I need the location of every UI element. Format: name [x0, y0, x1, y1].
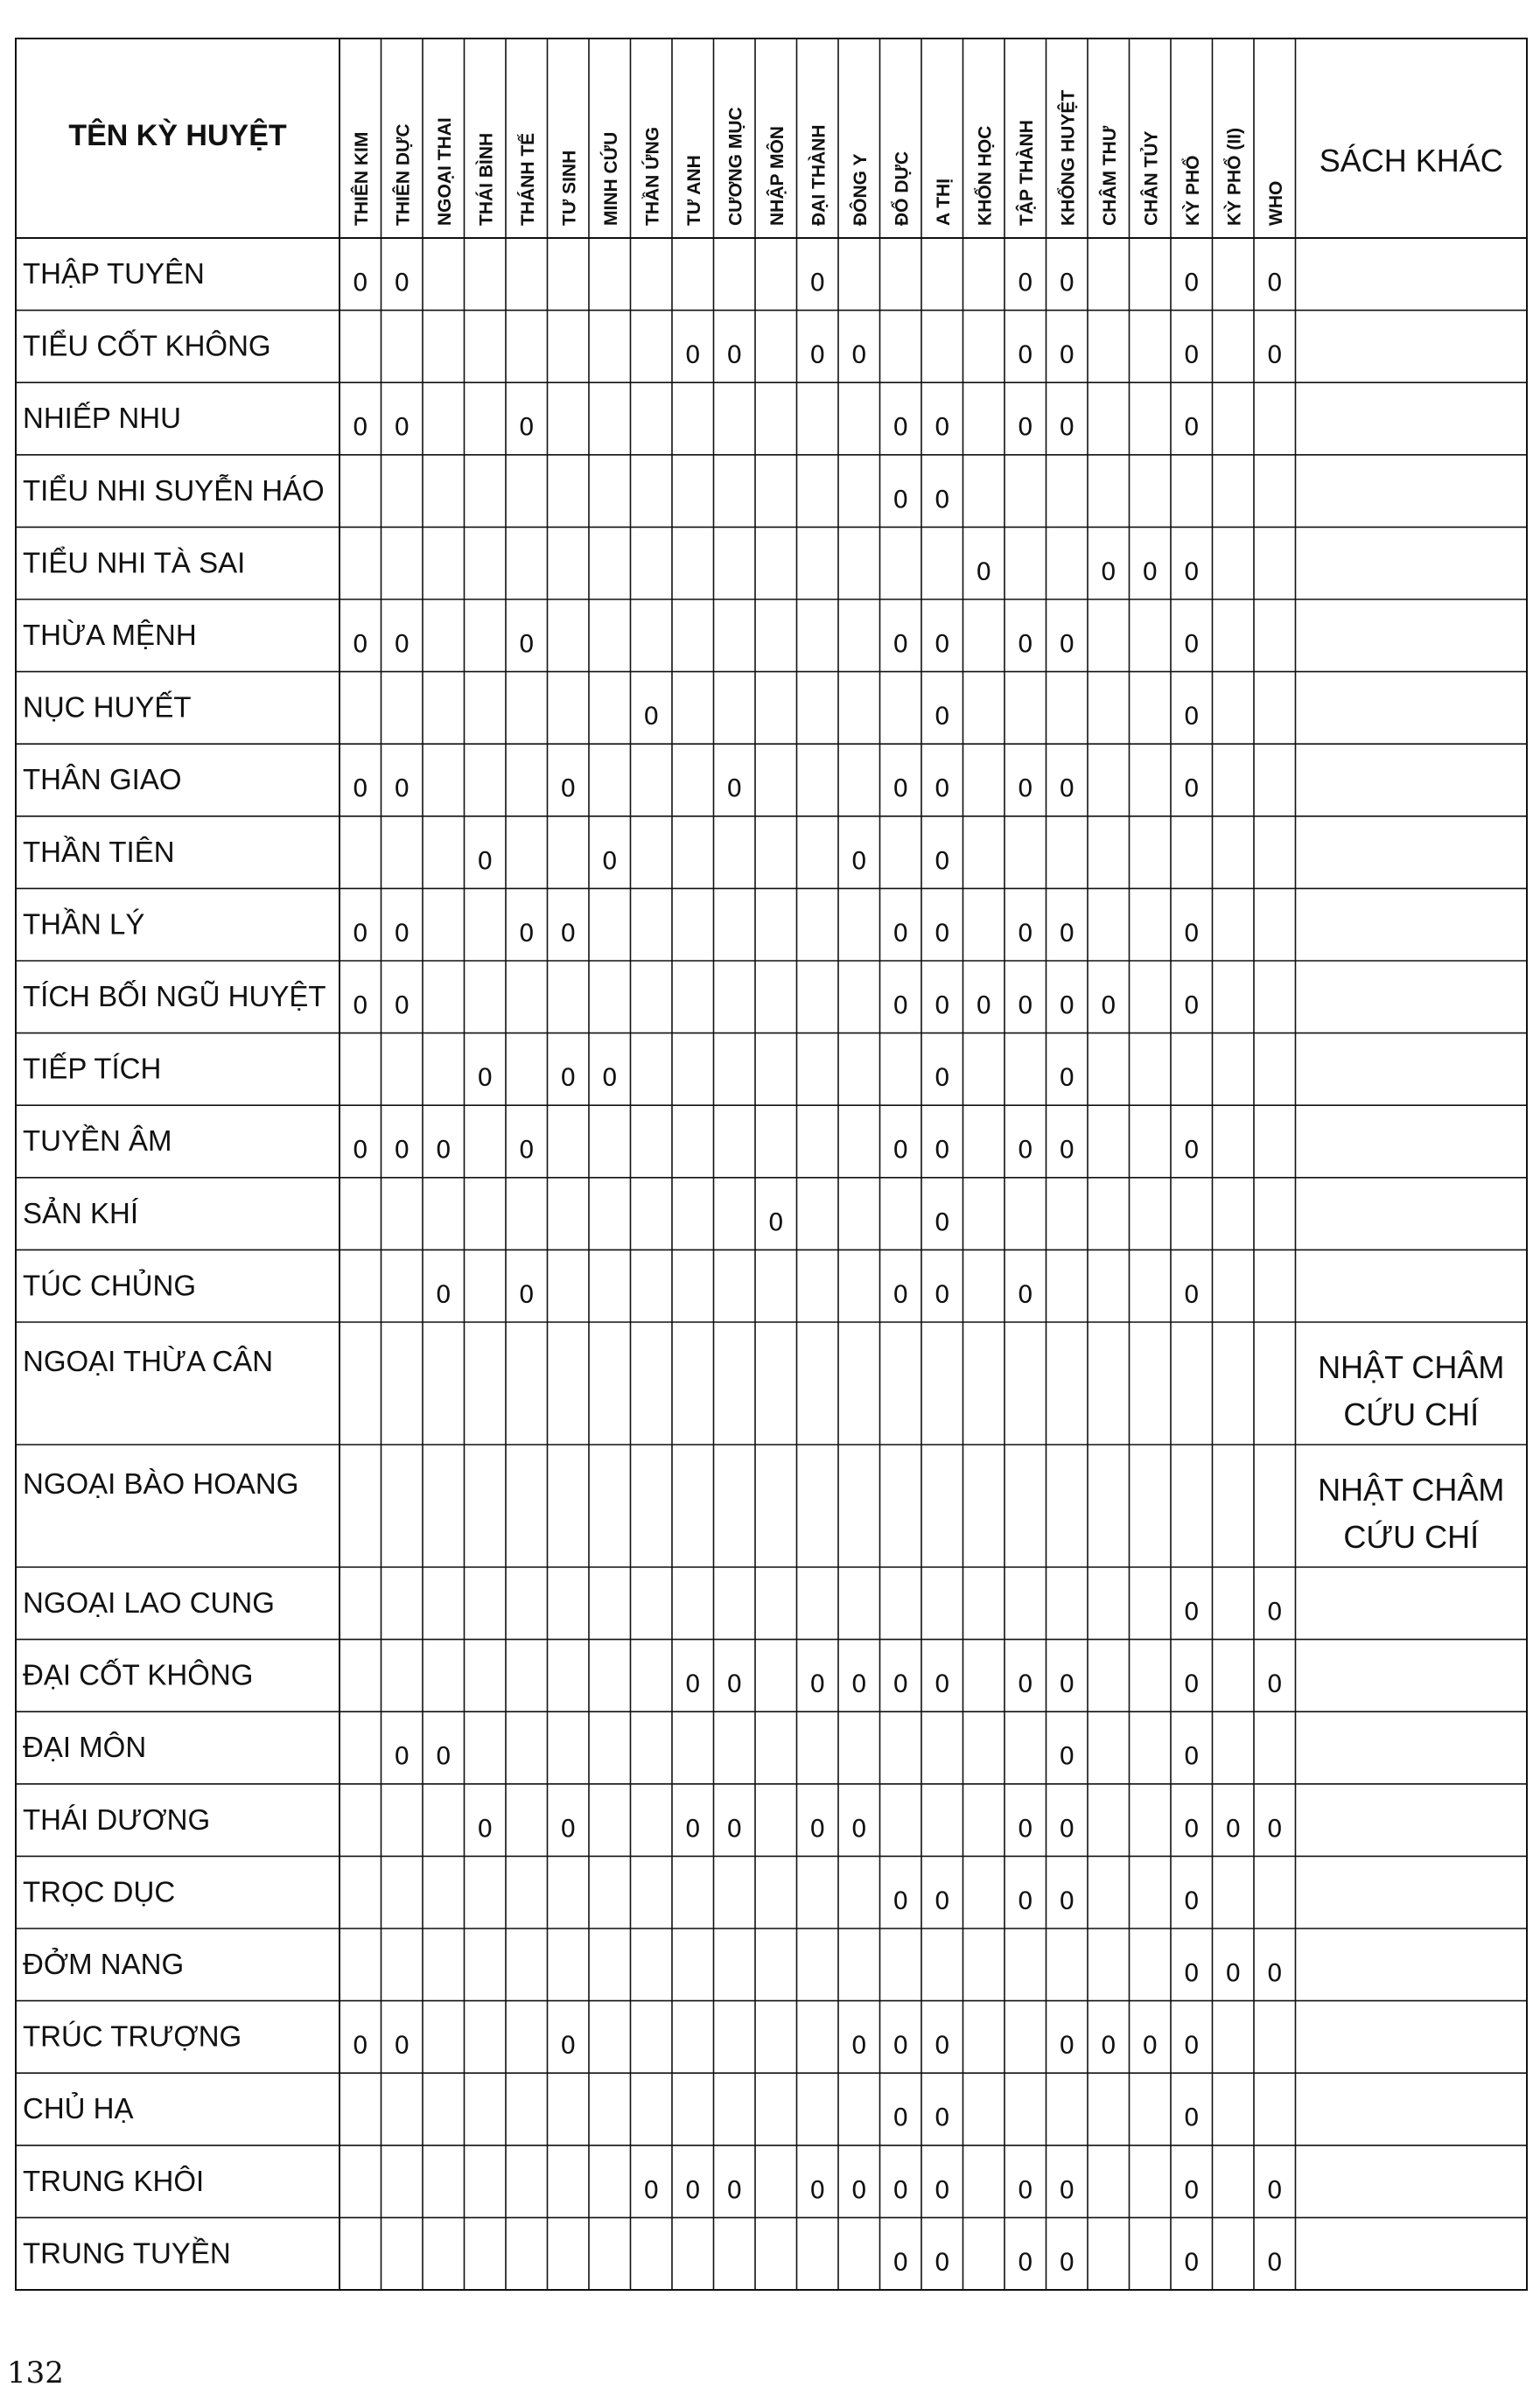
mark-cell: 0	[1183, 1813, 1200, 1843]
mark-cell: 0	[1059, 268, 1075, 297]
mark-cell: 0	[643, 701, 660, 731]
mark-cell: 0	[892, 1669, 909, 1698]
other-source-text: CỨU CHÍ	[1343, 1519, 1480, 1555]
source-header: THÁNH TẾ	[517, 132, 538, 226]
mark-cell: 0	[1183, 1886, 1200, 1915]
source-header: TƯ SINH	[559, 150, 580, 226]
row-name: TIỂU NHI SUYỄN HÁO	[23, 473, 325, 507]
source-header: KỲ PHỔ (II)	[1224, 127, 1245, 226]
mark-cell: 0	[684, 2174, 701, 2204]
mark-cell: 0	[892, 990, 909, 1019]
mark-cell: 0	[394, 412, 410, 442]
source-header: ĐẠI THÀNH	[808, 124, 830, 226]
mark-cell: 0	[934, 845, 950, 875]
mark-cell: 0	[394, 629, 410, 658]
mark-cell: 0	[1266, 340, 1283, 369]
mark-cell: 0	[352, 774, 368, 803]
table-border	[16, 38, 1527, 2290]
other-source-text: CỨU CHÍ	[1343, 1396, 1480, 1432]
source-header: CƯƠNG MỤC	[725, 107, 746, 226]
mark-cell: 0	[1017, 1279, 1033, 1309]
mark-cell: 0	[934, 2103, 950, 2132]
mark-cell: 0	[934, 1279, 950, 1309]
mark-cell: 0	[560, 2030, 577, 2060]
mark-cell: 0	[934, 1886, 950, 1915]
mark-cell: 0	[976, 556, 992, 586]
mark-cell: 0	[394, 774, 410, 803]
mark-cell: 0	[1183, 1597, 1200, 1626]
mark-cell: 0	[892, 2174, 909, 2204]
mark-cell: 0	[394, 2030, 410, 2060]
mark-cell: 0	[1017, 1135, 1033, 1165]
mark-cell: 0	[1142, 2030, 1158, 2060]
mark-cell: 0	[934, 629, 950, 658]
mark-cell: 0	[850, 2174, 867, 2204]
mark-cell: 0	[892, 1135, 909, 1165]
mark-cell: 0	[1100, 556, 1116, 586]
row-name: THÂN GIAO	[23, 763, 182, 796]
mark-cell: 0	[1183, 412, 1200, 442]
mark-cell: 0	[1059, 1062, 1075, 1092]
mark-cell: 0	[1183, 1669, 1200, 1698]
mark-cell: 0	[809, 340, 826, 369]
row-name: ĐẠI CỐT KHÔNG	[23, 1658, 254, 1691]
mark-cell: 0	[435, 1741, 452, 1771]
source-header: NHẬP MÔN	[766, 126, 788, 226]
row-name: CHỦ HẠ	[23, 2092, 134, 2125]
mark-cell: 0	[934, 2174, 950, 2204]
mark-cell: 0	[518, 412, 535, 442]
mark-cell: 0	[809, 2174, 826, 2204]
mark-cell: 0	[1059, 2174, 1075, 2204]
name-column-header: TÊN KỲ HUYỆT	[68, 119, 287, 152]
mark-cell: 0	[1183, 701, 1200, 731]
row-name: TIỂU NHI TÀ SAI	[23, 546, 246, 579]
mark-cell: 0	[352, 990, 368, 1019]
row-name: TÍCH BỐI NGŨ HUYỆT	[23, 980, 326, 1012]
mark-cell: 0	[601, 845, 618, 875]
mark-cell: 0	[1142, 556, 1158, 586]
mark-cell: 0	[1059, 1669, 1075, 1698]
mark-cell: 0	[394, 918, 410, 948]
mark-cell: 0	[1183, 990, 1200, 1019]
mark-cell: 0	[1183, 629, 1200, 658]
mark-cell: 0	[394, 1741, 410, 1771]
row-name: ĐỞM NANG	[23, 1948, 185, 1980]
mark-cell: 0	[934, 2247, 950, 2277]
mark-cell: 0	[850, 340, 867, 369]
mark-cell: 0	[892, 2030, 909, 2060]
mark-cell: 0	[560, 774, 577, 803]
mark-cell: 0	[1059, 412, 1075, 442]
mark-cell: 0	[1183, 2247, 1200, 2277]
mark-cell: 0	[1059, 629, 1075, 658]
mark-cell: 0	[767, 1207, 784, 1236]
mark-cell: 0	[1266, 1669, 1283, 1698]
mark-cell: 0	[850, 845, 867, 875]
mark-cell: 0	[1059, 774, 1075, 803]
row-name: NHIẾP NHU	[23, 402, 181, 435]
row-name: THÁI DƯƠNG	[23, 1802, 211, 1836]
mark-cell: 0	[1059, 990, 1075, 1019]
mark-cell: 0	[1059, 340, 1075, 369]
mark-cell: 0	[934, 774, 950, 803]
source-header: ĐỔ DỰC	[892, 150, 913, 226]
mark-cell: 0	[1266, 1813, 1283, 1843]
row-name: THẦN TIÊN	[23, 835, 175, 868]
source-header: A THỊ	[933, 178, 954, 226]
other-source-text: NHẬT CHÂM	[1318, 1349, 1505, 1385]
row-name: TRUNG KHÔI	[23, 2164, 205, 2197]
mark-cell: 0	[1059, 2247, 1075, 2277]
mark-cell: 0	[1017, 268, 1033, 297]
mark-cell: 0	[560, 1062, 577, 1092]
mark-cell: 0	[352, 268, 368, 297]
source-header: THẦN ỨNG	[642, 126, 663, 226]
mark-cell: 0	[1266, 1958, 1283, 1987]
mark-cell: 0	[1100, 2030, 1116, 2060]
mark-cell: 0	[560, 1813, 577, 1843]
mark-cell: 0	[352, 1135, 368, 1165]
mark-cell: 0	[1017, 2174, 1033, 2204]
mark-cell: 0	[1059, 1886, 1075, 1915]
mark-cell: 0	[850, 1813, 867, 1843]
mark-cell: 0	[892, 918, 909, 948]
mark-cell: 0	[934, 701, 950, 731]
mark-cell: 0	[892, 2247, 909, 2277]
mark-cell: 0	[934, 412, 950, 442]
source-header: WHO	[1265, 180, 1286, 226]
row-name: TRÚC TRƯỢNG	[23, 2020, 242, 2053]
mark-cell: 0	[726, 1813, 743, 1843]
row-name: THỪA MỆNH	[23, 619, 197, 651]
mark-cell: 0	[518, 629, 535, 658]
mark-cell: 0	[1100, 990, 1116, 1019]
mark-cell: 0	[1059, 918, 1075, 948]
mark-cell: 0	[1017, 1813, 1033, 1843]
row-name: NGOẠI LAO CUNG	[23, 1586, 275, 1619]
mark-cell: 0	[809, 268, 826, 297]
row-name: THẦN LÝ	[23, 907, 145, 941]
mark-cell: 0	[560, 918, 577, 948]
mark-cell: 0	[518, 918, 535, 948]
source-header: CHÂM THƯ	[1099, 125, 1120, 226]
mark-cell: 0	[435, 1135, 452, 1165]
row-name: ĐẠI MÔN	[23, 1731, 147, 1764]
mark-cell: 0	[1017, 1886, 1033, 1915]
row-name: TUYỀN ÂM	[23, 1124, 172, 1158]
mark-cell: 0	[1266, 2247, 1283, 2277]
mark-cell: 0	[1183, 1741, 1200, 1771]
mark-cell: 0	[1017, 2247, 1033, 2277]
mark-cell: 0	[518, 1279, 535, 1309]
mark-cell: 0	[1183, 340, 1200, 369]
mark-cell: 0	[601, 1062, 618, 1092]
mark-cell: 0	[934, 1669, 950, 1698]
row-name: TÚC CHỦNG	[23, 1269, 196, 1302]
mark-cell: 0	[892, 774, 909, 803]
mark-cell: 0	[477, 1062, 494, 1092]
mark-cell: 0	[1017, 1669, 1033, 1698]
mark-cell: 0	[1059, 1813, 1075, 1843]
source-header: THÁI BÌNH	[476, 132, 497, 226]
mark-cell: 0	[1059, 2030, 1075, 2060]
source-header: ĐÔNG Y	[850, 153, 871, 226]
other-source-text: NHẬT CHÂM	[1318, 1472, 1505, 1508]
mark-cell: 0	[394, 268, 410, 297]
row-name: SẢN KHÍ	[23, 1196, 139, 1229]
mark-cell: 0	[394, 990, 410, 1019]
mark-cell: 0	[477, 845, 494, 875]
mark-cell: 0	[726, 774, 743, 803]
mark-cell: 0	[1266, 2174, 1283, 2204]
row-name: TRUNG TUYỀN	[23, 2236, 231, 2270]
mark-cell: 0	[726, 340, 743, 369]
mark-cell: 0	[892, 412, 909, 442]
other-sources-header: SÁCH KHÁC	[1319, 143, 1503, 178]
mark-cell: 0	[1183, 1279, 1200, 1309]
mark-cell: 0	[1183, 1135, 1200, 1165]
mark-cell: 0	[934, 918, 950, 948]
mark-cell: 0	[684, 1813, 701, 1843]
mark-cell: 0	[934, 484, 950, 514]
mark-cell: 0	[1017, 990, 1033, 1019]
row-name: TIỂU CỐT KHÔNG	[23, 329, 271, 362]
mark-cell: 0	[394, 1135, 410, 1165]
mark-cell: 0	[1017, 340, 1033, 369]
mark-cell: 0	[352, 2030, 368, 2060]
mark-cell: 0	[1183, 268, 1200, 297]
mark-cell: 0	[352, 629, 368, 658]
source-header: KHỔNG HUYỆT	[1058, 89, 1079, 226]
row-name: THẬP TUYÊN	[23, 257, 205, 290]
mark-cell: 0	[726, 2174, 743, 2204]
mark-cell: 0	[1017, 918, 1033, 948]
mark-cell: 0	[477, 1813, 494, 1843]
mark-cell: 0	[518, 1135, 535, 1165]
source-header: CHÂN TỦY	[1141, 130, 1162, 226]
mark-cell: 0	[1059, 1135, 1075, 1165]
source-header: MINH CỨU	[600, 131, 621, 226]
mark-cell: 0	[1183, 774, 1200, 803]
mark-cell: 0	[850, 1669, 867, 1698]
mark-cell: 0	[1183, 2174, 1200, 2204]
mark-cell: 0	[809, 1669, 826, 1698]
source-header: KỲ PHỔ	[1182, 155, 1203, 226]
source-header: THIÊN KIM	[351, 131, 372, 226]
source-header: NGOẠI THAI	[434, 117, 455, 226]
mark-cell: 0	[352, 412, 368, 442]
mark-cell: 0	[1225, 1813, 1242, 1843]
mark-cell: 0	[1059, 1741, 1075, 1771]
mark-cell: 0	[892, 1886, 909, 1915]
row-name: NGOẠI THỪA CÂN	[23, 1345, 274, 1377]
mark-cell: 0	[1183, 1958, 1200, 1987]
mark-cell: 0	[1266, 268, 1283, 297]
mark-cell: 0	[435, 1279, 452, 1309]
mark-cell: 0	[892, 1279, 909, 1309]
mark-cell: 0	[934, 990, 950, 1019]
mark-cell: 0	[1183, 2103, 1200, 2132]
mark-cell: 0	[684, 1669, 701, 1698]
mark-cell: 0	[1017, 412, 1033, 442]
mark-cell: 0	[892, 484, 909, 514]
source-header: KHỔN HỌC	[975, 125, 996, 226]
mark-cell: 0	[934, 1207, 950, 1236]
mark-cell: 0	[1017, 774, 1033, 803]
mark-cell: 0	[934, 2030, 950, 2060]
mark-cell: 0	[809, 1813, 826, 1843]
mark-cell: 0	[850, 2030, 867, 2060]
mark-cell: 0	[1017, 629, 1033, 658]
mark-cell: 0	[892, 2103, 909, 2132]
mark-cell: 0	[352, 918, 368, 948]
mark-cell: 0	[892, 629, 909, 658]
row-name: NỤC HUYẾT	[23, 690, 192, 724]
row-name: TRỌC DỤC	[23, 1875, 176, 1908]
source-header: THIÊN DỰC	[393, 123, 414, 226]
mark-cell: 0	[1183, 918, 1200, 948]
row-name: TIẾP TÍCH	[23, 1052, 162, 1085]
mark-cell: 0	[1183, 556, 1200, 586]
mark-cell: 0	[934, 1135, 950, 1165]
mark-cell: 0	[1183, 2030, 1200, 2060]
mark-cell: 0	[934, 1062, 950, 1092]
mark-cell: 0	[643, 2174, 660, 2204]
mark-cell: 0	[726, 1669, 743, 1698]
source-header: TẬP THÀNH	[1016, 120, 1037, 226]
row-name: NGOẠI BÀO HOANG	[23, 1467, 299, 1500]
mark-cell: 0	[976, 990, 992, 1019]
mark-cell: 0	[684, 340, 701, 369]
mark-cell: 0	[1225, 1958, 1242, 1987]
mark-cell: 0	[1266, 1597, 1283, 1626]
page-number: 132	[7, 2356, 64, 2390]
source-header: TƯ ANH	[683, 155, 704, 226]
